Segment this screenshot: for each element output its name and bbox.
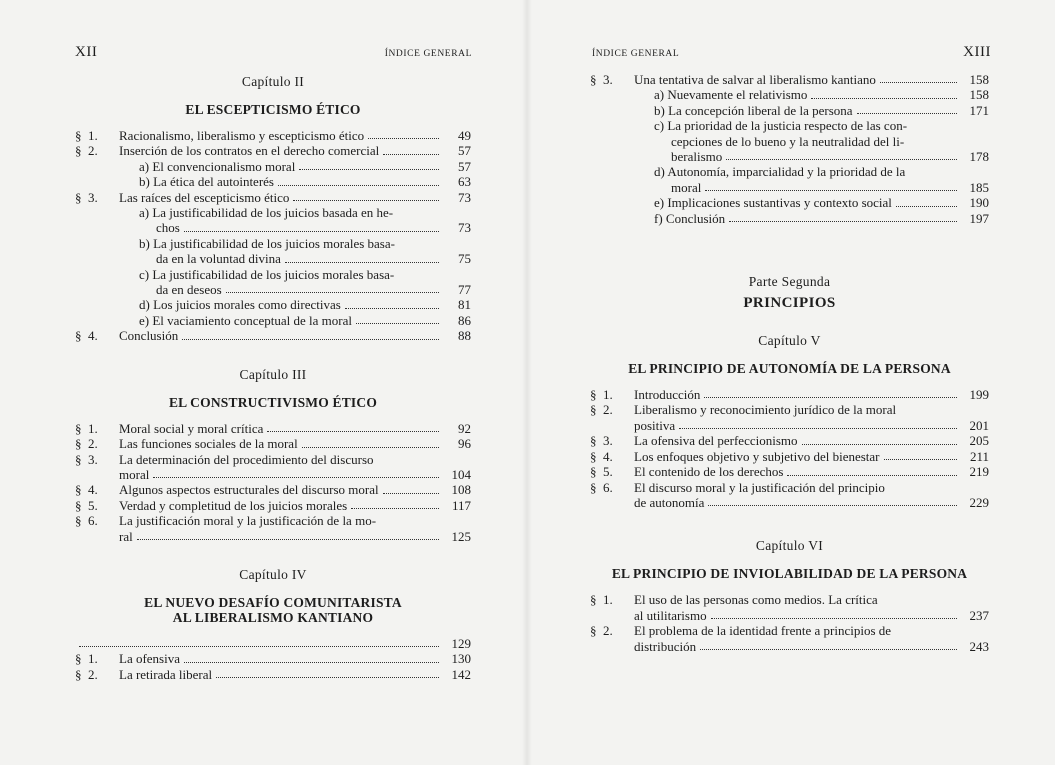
leader-dots [137, 539, 439, 540]
toc-entry-title: El uso de las personas como medios. La crítica [634, 592, 878, 608]
toc-page-number: 185 [969, 179, 989, 195]
leader-dots [704, 397, 957, 398]
leader-dots [811, 98, 957, 99]
toc-section-number: § 2. [75, 143, 98, 159]
leader-dots [884, 459, 957, 460]
toc-page-number: 57 [458, 158, 471, 174]
toc-page-number: 92 [458, 420, 471, 436]
toc-entry [75, 651, 471, 666]
toc-entry-continuation [75, 529, 471, 544]
toc-page-number: 81 [458, 297, 471, 313]
toc-section-number: § 1. [75, 651, 98, 667]
toc-page-number: 117 [451, 497, 471, 513]
toc-entry-main [654, 211, 961, 226]
toc-entry-title-cont: da en la voluntad divina [156, 251, 281, 267]
toc-entry-main [634, 402, 961, 417]
chapter-label: Capítulo VI [755, 538, 824, 554]
spacer [75, 410, 471, 421]
toc-entry [590, 87, 989, 102]
toc-section-number: § 3. [590, 433, 613, 449]
toc-section-number: § 2. [75, 436, 98, 452]
toc-entry [75, 667, 471, 682]
toc-entry-title: La determinación del procedimiento del discurso [119, 451, 374, 467]
left-toc [75, 72, 471, 682]
chapter-title: EL NUEVO DESAFÍO COMUNITARISTA [144, 594, 402, 610]
toc-entry [75, 190, 471, 205]
toc-page-number: 219 [969, 464, 989, 480]
toc-entry-main [119, 467, 443, 482]
toc-entry-main [654, 103, 961, 118]
toc-entry-title-cont: cepciones de lo bueno y la neutralidad del li- [671, 133, 905, 149]
toc-entry-title: e) El vaciamiento conceptual de la moral [139, 312, 352, 328]
toc-entry-main [139, 297, 443, 312]
toc-entry-title: Moral social y moral crítica [119, 420, 264, 436]
chapter-title: EL PRINCIPIO DE INVIOLABILIDAD DE LA PERSONA [611, 566, 968, 582]
toc-section-number: § 1. [75, 128, 98, 143]
toc-entry-main [139, 236, 443, 251]
spacer [590, 556, 989, 566]
toc-entry [590, 118, 989, 133]
leader-dots [351, 508, 439, 509]
leader-dots [356, 323, 439, 324]
toc-entry [75, 498, 471, 513]
toc-section-number: § 4. [75, 328, 98, 344]
toc-entry-title: Las raíces del escepticismo ético [119, 189, 290, 205]
toc-entry-title: La retirada liberal [119, 666, 213, 682]
toc-entry-title: e) Implicaciones sustantivas y contexto social [654, 195, 892, 211]
toc-section-number: § 3. [590, 72, 613, 87]
toc-entry-continuation [590, 418, 989, 433]
leader-dots [79, 646, 439, 647]
toc-entry-main [654, 87, 961, 102]
toc-entry-main [119, 436, 443, 451]
toc-entry-title-cont: chos [156, 220, 180, 236]
toc-entry-main [634, 480, 961, 495]
spacer [75, 585, 471, 595]
toc-entry [590, 387, 989, 402]
toc-entry-title: Las funciones sociales de la moral [119, 436, 298, 452]
spacer [75, 117, 471, 128]
toc-entry [590, 449, 989, 464]
leader-dots [368, 138, 439, 139]
toc-entry [75, 236, 471, 251]
toc-section-number: § 5. [590, 464, 613, 480]
leader-dots [302, 447, 439, 448]
toc-entry-main [119, 667, 443, 682]
toc-page-number: 104 [451, 466, 471, 482]
toc-entry-title: c) La prioridad de la justicia respecto de las con- [654, 118, 908, 134]
leader-dots [857, 113, 957, 114]
toc-page-number: 75 [458, 251, 471, 267]
leader-dots [679, 428, 957, 429]
toc-entry-title: d) Autonomía, imparcialidad y la prioridad de la [654, 164, 906, 180]
toc-entry [75, 205, 471, 220]
toc-section-number: § 6. [590, 479, 613, 495]
toc-entry-title: Conclusión [119, 328, 179, 344]
toc-entry [590, 195, 989, 210]
toc-entry-title: c) La justificabilidad de los juicios morales basa- [139, 266, 395, 282]
toc-entry [590, 72, 989, 87]
toc-entry-main [139, 159, 443, 174]
toc-entry-continuation [590, 134, 989, 149]
spacer [590, 510, 989, 536]
toc-entry-title-cont: moral [119, 466, 150, 482]
toc-entry [75, 159, 471, 174]
toc-page-number: 229 [969, 494, 989, 510]
chapter-title: EL PRINCIPIO DE AUTONOMÍA DE LA PERSONA [628, 361, 951, 377]
chapter-title: AL LIBERALISMO KANTIANO [172, 609, 374, 625]
toc-entry-title-cont: beralismo [671, 149, 723, 165]
leader-dots [184, 662, 439, 663]
toc-entry [590, 211, 989, 226]
toc-entry-continuation [75, 220, 471, 235]
toc-entry-main [654, 180, 961, 195]
leader-dots [153, 477, 439, 478]
toc-entry [590, 402, 989, 417]
leader-dots [802, 444, 957, 445]
spacer [75, 344, 471, 365]
left-page-number: XII [75, 44, 98, 60]
right-page [527, 0, 1055, 765]
leader-dots [216, 677, 439, 678]
toc-entry [75, 143, 471, 158]
toc-entry-main [654, 134, 961, 149]
toc-entry [75, 297, 471, 312]
leader-dots [345, 308, 439, 309]
toc-section-number: § 2. [75, 666, 98, 682]
toc-entry-title: La justificación moral y la justificación de la mo- [119, 513, 377, 529]
toc-page-number: 178 [969, 149, 989, 165]
toc-entry [590, 464, 989, 479]
leader-dots [182, 339, 439, 340]
spacer [590, 376, 989, 387]
leader-dots [705, 190, 957, 191]
toc-page-number: 201 [969, 417, 989, 433]
toc-page-number: 171 [969, 102, 989, 118]
spacer [590, 351, 989, 361]
toc-entry [590, 164, 989, 179]
toc-entry-main [139, 251, 443, 266]
chapter-label: Capítulo III [239, 366, 307, 382]
toc-entry-continuation [75, 282, 471, 297]
toc-page-number: 57 [458, 143, 471, 159]
toc-entry-title: Una tentativa de salvar al liberalismo kantiano [634, 72, 876, 87]
spacer [590, 226, 989, 272]
part-title: PRINCIPIOS [743, 295, 836, 312]
toc-entry-main [634, 387, 961, 402]
spacer [75, 92, 471, 102]
part-label: Parte Segunda [748, 274, 831, 290]
toc-entry-main [139, 267, 443, 282]
toc-entry-main [119, 529, 443, 544]
chapter-label: Capítulo V [758, 333, 821, 349]
chapter-title: EL ESCEPTICISMO ÉTICO [185, 102, 361, 117]
leader-dots [383, 493, 439, 494]
toc-page-number: 130 [451, 651, 471, 667]
toc-section-number: § 3. [75, 189, 98, 205]
toc-page-number: 108 [451, 482, 471, 498]
toc-entry-title: El problema de la identidad frente a principios de [634, 623, 892, 639]
toc-section-number: § 4. [75, 482, 98, 498]
toc-page-number: 197 [969, 210, 989, 226]
toc-entry-title: a) El convencionalismo moral [139, 158, 296, 174]
toc-section-number: § 1. [590, 387, 613, 403]
spacer [75, 544, 471, 565]
leader-dots [729, 221, 957, 222]
toc-entry-continuation [590, 608, 989, 623]
toc-entry-continuation [75, 251, 471, 266]
toc-entry-main [139, 174, 443, 189]
spacer [590, 314, 989, 331]
toc-entry-title: f) Conclusión [654, 210, 726, 226]
toc-entry-title: b) La justificabilidad de los juicios morales basa- [139, 235, 395, 251]
leader-dots [726, 159, 957, 160]
leader-dots [700, 649, 957, 650]
toc-entry-main [634, 639, 961, 654]
toc-section-number: § 6. [75, 513, 98, 529]
chapter-title: EL CONSTRUCTIVISMO ÉTICO [168, 394, 378, 410]
toc-page-number: 199 [969, 387, 989, 403]
toc-entry-continuation [590, 639, 989, 654]
toc-entry-main [634, 464, 961, 479]
leader-dots [226, 292, 439, 293]
toc-page-number: 158 [969, 72, 989, 87]
toc-page-number: 86 [458, 312, 471, 328]
left-running-head [75, 44, 472, 64]
toc-entry-title: d) Los juicios morales como directivas [139, 297, 341, 313]
toc-entry-main [634, 433, 961, 448]
toc-section-number: § 2. [590, 623, 613, 639]
leader-dots [711, 618, 957, 619]
toc-section-number: § 2. [590, 402, 613, 418]
toc-entry [75, 513, 471, 528]
toc-entry-title: Los enfoques objetivo y subjetivo del bienestar [634, 448, 880, 464]
toc-entry-title-cont: positiva [634, 417, 676, 433]
toc-entry-main [139, 313, 443, 328]
toc-page-number: 88 [458, 328, 471, 344]
toc-entry-title-cont: da en deseos [156, 282, 222, 298]
toc-page-number: 73 [458, 189, 471, 205]
toc-entry-main [119, 452, 443, 467]
toc-entry [75, 636, 471, 651]
toc-entry-title: Liberalismo y reconocimiento jurídico de la moral [634, 402, 897, 418]
toc-entry [75, 128, 471, 143]
toc-entry-main [634, 608, 961, 623]
toc-page-number: 63 [458, 174, 471, 190]
toc-entry-title: a) Nuevamente el relativismo [654, 87, 808, 103]
toc-entry-main [119, 498, 443, 513]
toc-page-number: 125 [451, 528, 471, 544]
leader-dots [383, 154, 439, 155]
toc-entry [590, 433, 989, 448]
right-toc [590, 72, 989, 654]
toc-entry-main [119, 421, 443, 436]
toc-entry-title-cont: al utilitarismo [634, 607, 707, 623]
toc-entry-title: Verdad y completitud de los juicios morales [119, 497, 348, 513]
toc-entry-main [634, 418, 961, 433]
toc-entry-title: Algunos aspectos estructurales del discurso moral [119, 482, 379, 498]
toc-page-number: 73 [458, 220, 471, 236]
toc-entry-continuation [75, 467, 471, 482]
toc-entry [75, 313, 471, 328]
left-page [0, 0, 527, 765]
toc-entry-main [119, 513, 443, 528]
toc-entry-main [119, 143, 443, 158]
toc-page-number: 211 [969, 448, 989, 464]
toc-entry [75, 267, 471, 282]
toc-entry-main [119, 651, 443, 666]
toc-entry-main [139, 220, 443, 235]
toc-page-number: 129 [451, 635, 471, 651]
toc-entry-title: Racionalismo, liberalismo y escepticismo ético [119, 128, 365, 143]
toc-page-number: 49 [458, 128, 471, 143]
toc-entry-title: b) La concepción liberal de la persona [654, 102, 853, 118]
toc-entry-main [119, 482, 443, 497]
spacer [590, 581, 989, 592]
toc-entry-main [654, 164, 961, 179]
toc-entry [75, 328, 471, 343]
toc-entry-main [654, 118, 961, 133]
toc-entry-main [634, 495, 961, 510]
leader-dots [267, 431, 439, 432]
leader-dots [880, 82, 957, 83]
toc-entry-title-cont: de autonomía [634, 494, 705, 510]
toc-page-number: 237 [969, 607, 989, 623]
toc-entry-main [119, 190, 443, 205]
toc-section-number: § 1. [75, 420, 98, 436]
right-running-head [592, 44, 991, 64]
spacer [75, 625, 471, 636]
toc-section-number: § 4. [590, 448, 613, 464]
toc-entry-main [119, 128, 443, 143]
toc-page-number: 190 [969, 195, 989, 211]
toc-entry-title-cont: ral [119, 528, 133, 544]
toc-entry-main [139, 205, 443, 220]
toc-entry [590, 103, 989, 118]
toc-entry-title: El discurso moral y la justificación del principio [634, 479, 885, 495]
toc-entry-title-cont: distribución [634, 638, 697, 654]
toc-entry-main [634, 72, 961, 87]
toc-page-number: 142 [451, 666, 471, 682]
toc-section-number: § 3. [75, 451, 98, 467]
toc-entry-main [634, 592, 961, 607]
toc-section-number: § 5. [75, 497, 98, 513]
toc-entry [590, 623, 989, 638]
toc-entry-title-cont: moral [671, 179, 702, 195]
toc-entry [75, 421, 471, 436]
toc-entry-title: La ofensiva [119, 651, 181, 667]
toc-section-number: § 1. [590, 592, 613, 608]
toc-entry-title: Inserción de los contratos en el derecho comercial [119, 143, 380, 159]
chapter-label: Capítulo IV [239, 566, 307, 582]
toc-page-number: 158 [969, 87, 989, 103]
toc-entry-title: El contenido de los derechos [634, 464, 784, 480]
right-page-number: XIII [963, 44, 991, 60]
leader-dots [299, 169, 439, 170]
toc-entry-main [654, 195, 961, 210]
toc-entry-main [634, 449, 961, 464]
toc-page-number: 77 [458, 282, 471, 298]
toc-entry [590, 592, 989, 607]
toc-entry-continuation [590, 180, 989, 195]
toc-entry-main [634, 623, 961, 638]
leader-dots [708, 505, 957, 506]
toc-entry [75, 452, 471, 467]
toc-entry [590, 480, 989, 495]
leader-dots [787, 475, 957, 476]
left-running-title: ÍNDICE GENERAL [384, 49, 472, 59]
toc-entry-title: a) La justificabilidad de los juicios basada en he- [139, 205, 394, 221]
toc-entry-title: Introducción [634, 387, 701, 403]
leader-dots [293, 200, 439, 201]
toc-entry-main [654, 149, 961, 164]
toc-entry [75, 436, 471, 451]
toc-entry [75, 482, 471, 497]
toc-entry-continuation [590, 149, 989, 164]
toc-entry-continuation [590, 495, 989, 510]
leader-dots [184, 231, 439, 232]
chapter-label: Capítulo II [241, 74, 305, 89]
toc-page-number: 205 [969, 433, 989, 449]
toc-page-number: 243 [969, 638, 989, 654]
toc-entry [75, 174, 471, 189]
toc-entry-main [119, 328, 443, 343]
toc-entry-title: La ofensiva del perfeccionismo [634, 433, 798, 449]
leader-dots [285, 262, 439, 263]
leader-dots [278, 185, 439, 186]
right-running-title: ÍNDICE GENERAL [592, 49, 680, 59]
toc-entry-main [139, 282, 443, 297]
spacer [75, 385, 471, 395]
toc-page-number: 96 [458, 436, 471, 452]
leader-dots [896, 206, 957, 207]
toc-entry-title: b) La ética del autointerés [139, 174, 274, 190]
